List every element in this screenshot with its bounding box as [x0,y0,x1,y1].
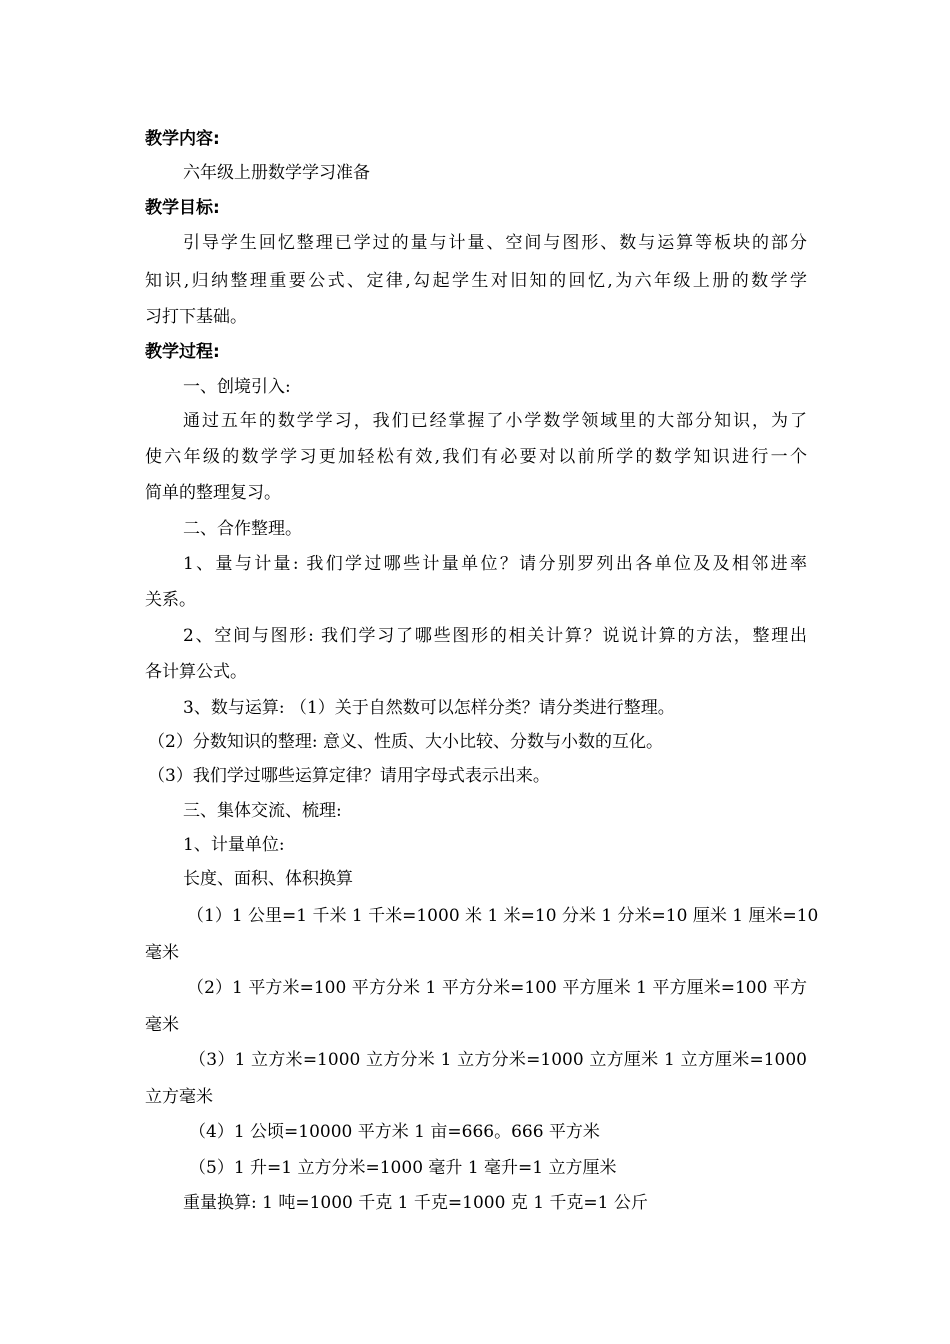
item2-line-1: 2、空间与图形: 我们学习了哪些图形的相关计算？说说计算的方法，整理出 [183,626,807,646]
sub2-line: （2）分数知识的整理: 意义、性质、大小比较、分数与小数的互化。 [148,732,663,752]
sub3-line: （3）我们学过哪些运算定律？请用字母式表示出来。 [148,766,550,786]
conversion-2-line-2: 毫米 [145,1015,179,1035]
unit-title: 1、计量单位: [183,835,285,855]
item2-line-2: 各计算公式。 [145,662,247,682]
process-heading: 教学过程: [145,342,220,362]
step1-line-3: 简单的整理复习。 [145,483,281,503]
weight-conversion-line: 重量换算: 1 吨=1000 千克 1 千克=1000 克 1 千克=1 公斤 [183,1193,648,1213]
conversion-2-line-1: （2）1 平方米=100 平方分米 1 平方分米=100 平方厘米 1 平方厘米=100 平方 [187,978,807,998]
item1-line-1: 1、量与计量: 我们学过哪些计量单位？请分别罗列出各单位及及相邻进率 [183,554,807,574]
conversion-1-line-1: （1）1 公里=1 千米 1 千米=1000 米 1 米=10 分米 1 分米=10 厘米 1 厘米=10 [187,906,819,926]
goal-line-2: 知识,归纳整理重要公式、定律,勾起学生对旧知的回忆,为六年级上册的数学学 [145,271,807,291]
item3-line: 3、数与运算: （1）关于自然数可以怎样分类？请分类进行整理。 [183,698,675,718]
step2-title: 二、合作整理。 [183,519,302,539]
conversion-5-line: （5）1 升=1 立方分米=1000 毫升 1 毫升=1 立方厘米 [189,1158,617,1178]
step1-title: 一、创境引入: [183,377,291,397]
goal-line-3: 习打下基础。 [145,307,247,327]
goal-heading: 教学目标: [145,198,220,218]
item1-line-2: 关系。 [145,590,196,610]
content-heading: 教学内容: [145,129,220,149]
goal-line-1: 引导学生回忆整理已学过的量与计量、空间与图形、数与运算等板块的部分 [183,233,807,253]
step1-line-2: 使六年级的数学学习更加轻松有效,我们有必要对以前所学的数学知识进行一个 [145,447,807,467]
conversion-title: 长度、面积、体积换算 [183,869,353,889]
conversion-3-line-2: 立方毫米 [145,1087,213,1107]
conversion-4-line: （4）1 公顷=10000 平方米 1 亩=666。666 平方米 [189,1122,600,1142]
step3-title: 三、集体交流、梳理: [183,801,342,821]
step1-line-1: 通过五年的数学学习，我们已经掌握了小学数学领域里的大部分知识，为了 [183,411,807,431]
content-text: 六年级上册数学学习准备 [183,163,370,183]
conversion-1-line-2: 毫米 [145,943,179,963]
conversion-3-line-1: （3）1 立方米=1000 立方分米 1 立方分米=1000 立方厘米 1 立方厘米=1000 [189,1050,807,1070]
